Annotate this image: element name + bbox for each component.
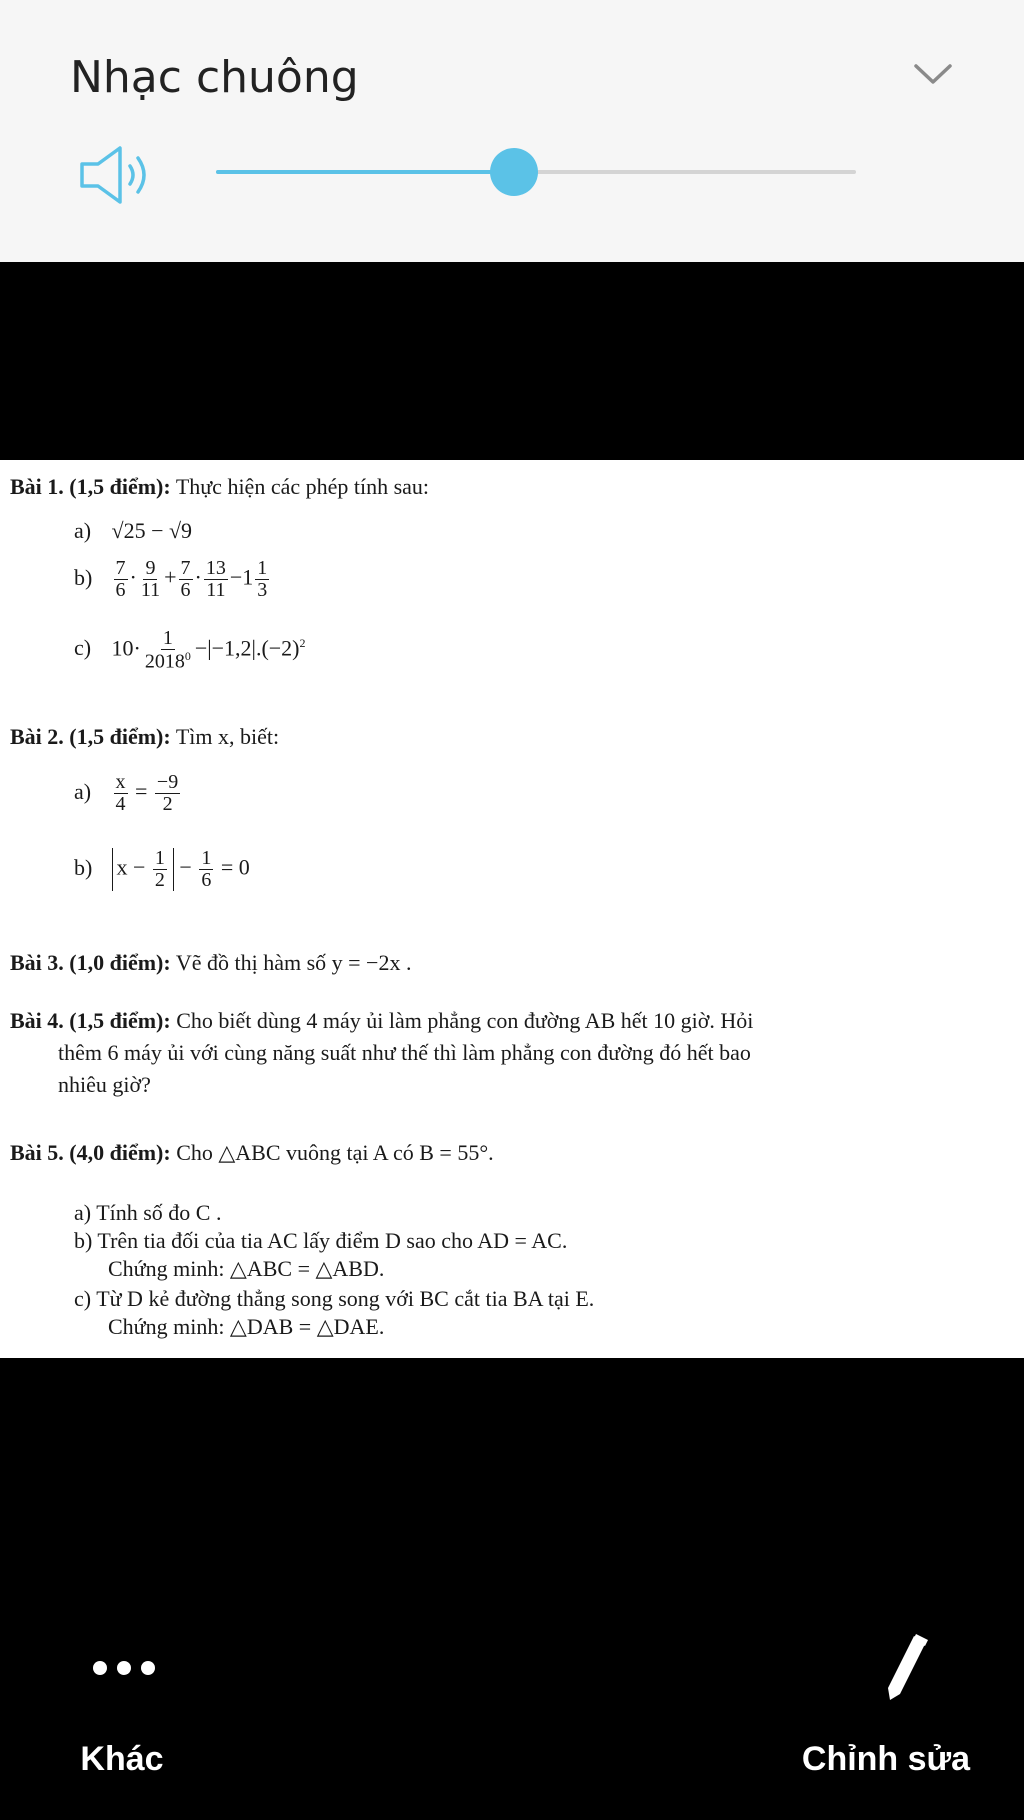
bai1-heading-line — [10, 474, 429, 500]
volume-slider[interactable] — [216, 170, 856, 174]
bai1-heading: Bài 1. (1,5 điểm): — [10, 474, 171, 499]
bai1-c-label: c) — [74, 635, 92, 661]
bai2-text: Tìm x, biết: — [175, 724, 280, 749]
bai2-b: b) x − $\frac{1}{2}$ − $\frac{1}{6}$ = 0 — [74, 847, 250, 891]
bai1-a — [74, 518, 192, 544]
bai3-heading: Bài 3. (1,0 điểm): — [10, 950, 171, 975]
pen-icon[interactable] — [876, 1632, 932, 1704]
bai4-text-1: Cho biết dùng 4 máy ủi làm phẳng con đường AB hết 10 giờ. Hỏi — [176, 1008, 754, 1033]
bai1-a-label: a) — [74, 518, 92, 543]
bai5-a: a) Tính số đo C . — [74, 1200, 222, 1225]
bai5-c2: Chứng minh: △DAB = △DAE. — [108, 1314, 385, 1339]
bai4-line1 — [10, 1008, 753, 1034]
bai2-a: a) $\frac{x}{4}$ = $\frac{-9}{2}$ — [74, 771, 179, 815]
volume-slider-thumb[interactable] — [490, 148, 538, 196]
bai2-b-label: b) — [74, 854, 93, 880]
bai1-b: b) $\frac{7}{6}$ · $\frac{9}{11}$ + $\frac{7}{6}$ · $\frac{13}{11}$ −1 $\frac{1}{3}$ — [74, 557, 268, 601]
chevron-down-icon[interactable] — [908, 56, 958, 92]
bai5-line — [10, 1140, 494, 1166]
edit-button[interactable] — [786, 1740, 986, 1779]
bai1-c: c) 10· $\frac{1}{2018^0}$ $-|-1,2|.(-2)^2$ — [74, 627, 306, 673]
bai1-text: Thực hiện các phép tính sau: — [175, 474, 430, 499]
exam-document-image — [0, 460, 1024, 1358]
bai4-text-3: nhiêu giờ? — [58, 1072, 151, 1097]
volume-slider-fill — [216, 170, 514, 174]
bai3-text: Vẽ đồ thị hàm số y = −2x . — [175, 950, 412, 975]
bai4-heading: Bài 4. (1,5 điểm): — [10, 1008, 171, 1033]
bai2-heading-line — [10, 724, 279, 750]
ringtone-volume-panel — [0, 0, 1024, 262]
bai5-heading: Bài 5. (4,0 điểm): — [10, 1140, 171, 1165]
speaker-icon[interactable] — [78, 140, 158, 210]
more-button[interactable] — [52, 1740, 192, 1779]
bai1-b-label: b) — [74, 564, 93, 590]
bai5-c: c) Từ D kẻ đường thẳng song song với BC cắt tia BA tại E. — [74, 1286, 595, 1311]
bai5-b2: Chứng minh: △ABC = △ABD. — [108, 1256, 385, 1281]
bai2-a-label: a) — [74, 778, 92, 804]
more-label: Khác — [80, 1740, 164, 1778]
edit-label: Chỉnh sửa — [801, 1740, 971, 1778]
more-dots-icon[interactable] — [92, 1656, 156, 1680]
bai3-line — [10, 950, 411, 976]
bai5-text: Cho △ABC vuông tại A có B = 55°. — [176, 1140, 494, 1165]
bai1-a-expr: √25 − √9 — [111, 518, 193, 543]
bai5-b: b) Trên tia đối của tia AC lấy điểm D sao cho AD = AC. — [74, 1228, 568, 1253]
bai2-heading: Bài 2. (1,5 điểm): — [10, 724, 171, 749]
volume-title: Nhạc chuông — [70, 52, 359, 103]
bai4-text-2: thêm 6 máy ủi với cùng năng suất như thế thì làm phẳng con đường đó hết bao — [58, 1040, 751, 1065]
